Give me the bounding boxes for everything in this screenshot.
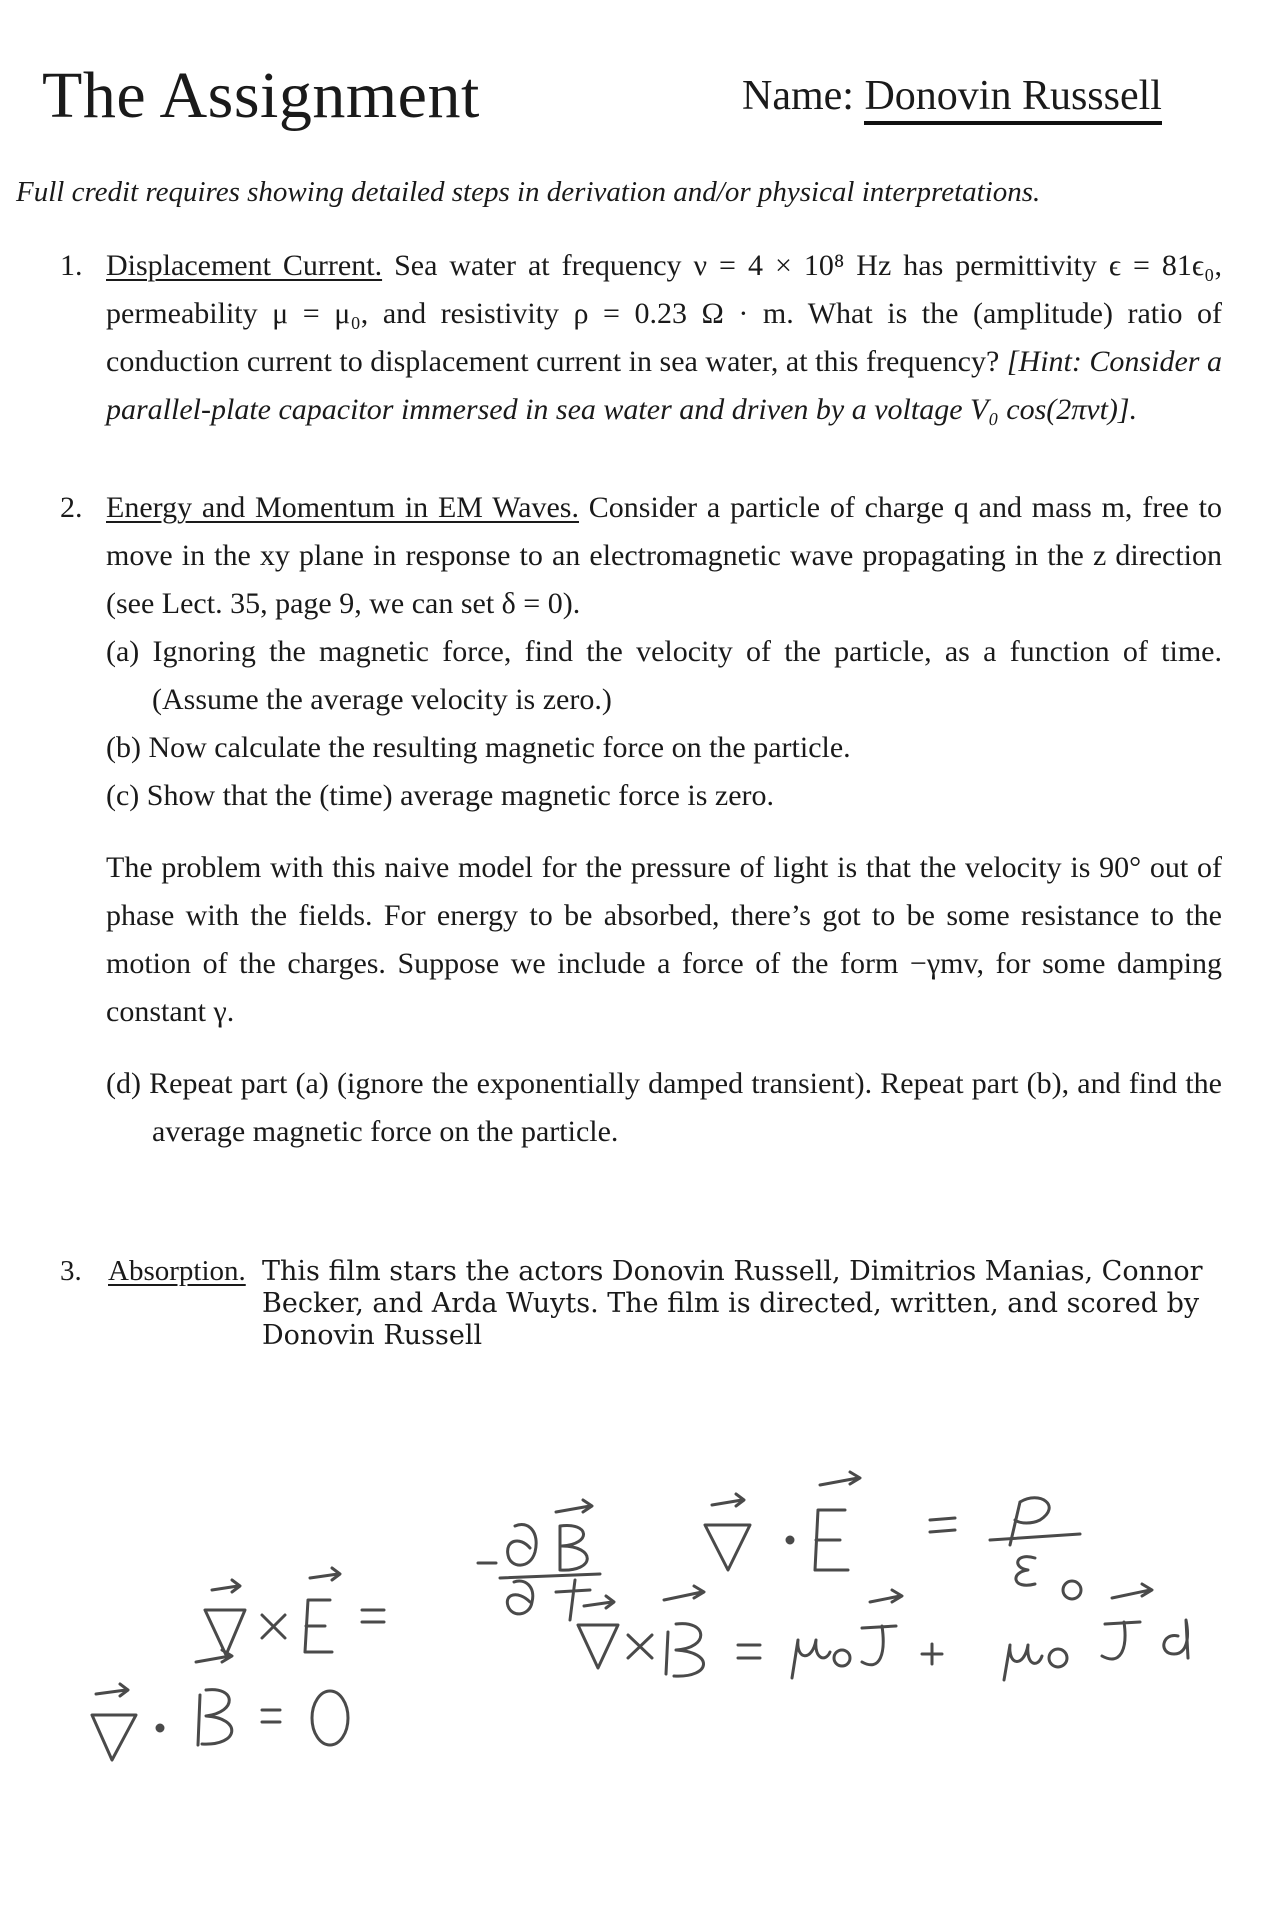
- part-a: (a) Ignoring the magnetic force, find the velocity of the particle, as a function of time. (Assume the average velocity is zero.): [106, 635, 1222, 716]
- problem-1: [60, 242, 1222, 442]
- problem-title: Absorption.: [108, 1255, 246, 1287]
- problem-3: [0, 1256, 1280, 1366]
- part-c: (c) Show that the (time) average magnetic force is zero.: [106, 779, 775, 812]
- problem-number: 3.: [60, 1255, 82, 1287]
- problem-2: [60, 484, 1222, 1164]
- handwritten-equations: [0, 1440, 1280, 1820]
- handwritten-gauss-magnetism: [92, 1650, 348, 1760]
- name-label: Name:: [742, 73, 854, 119]
- name-value: Donovin Russsell: [864, 73, 1162, 125]
- problem-number: 1.: [60, 249, 83, 282]
- instructions: Full credit requires showing detailed steps in derivation and/or physical interpretations.: [16, 176, 1041, 208]
- problem-title: Displacement Current.: [106, 249, 383, 282]
- page-title: The Assignment: [42, 59, 480, 132]
- problem-number: 2.: [60, 491, 83, 524]
- problem-body: [106, 242, 1222, 434]
- handwritten-faraday-law: [205, 1500, 600, 1655]
- problem-hint: [Hint: Consider a parallel-plate capacitor immersed in sea water and driven by a voltage V₀ cos(2πνt)].: [106, 345, 1223, 426]
- part-b: (b) Now calculate the resulting magnetic force on the particle.: [106, 731, 851, 764]
- handwritten-ampere-law: [578, 1584, 1188, 1680]
- problem-paragraph: The problem with this naive model for the pressure of light is that the velocity is 90° out of phase with the fields. For energy to be absorbed, there’s got to be some resistance to the motion of the charges. Suppose we include a force of the form −γmv, for some damping constant γ.: [106, 851, 1222, 1028]
- problem-title: Energy and Momentum in EM Waves.: [106, 491, 579, 524]
- problem-body: [106, 484, 1222, 1156]
- problem-text: Consider a particle of charge q and mass m, free to move in the xy plane in response to an electromagnetic wave propagating in the z direction (see Lect. 35, page 9, we can set δ = 0).: [106, 491, 1222, 620]
- problem-text: This film stars the actors Donovin Russell, Dimitrios Manias, Connor Becker, and Arda Wuyts. The film is directed, written, and scored by Donovin Russell: [262, 1256, 1203, 1351]
- problem-text: Sea water at frequency ν = 4 × 10⁸ Hz has permittivity ϵ = 81ϵ₀, permeability μ = μ₀, and resistivity ρ = 0.23 Ω · m. What is the (amplitude) ratio of conduction current to displacement current in sea water, at this frequency?: [106, 249, 1222, 378]
- name-line: [742, 72, 1162, 120]
- part-d: (d) Repeat part (a) (ignore the exponentially damped transient). Repeat part (b), and find the average magnetic force on the particle.: [106, 1067, 1222, 1148]
- handwritten-gauss-law: [705, 1472, 1081, 1599]
